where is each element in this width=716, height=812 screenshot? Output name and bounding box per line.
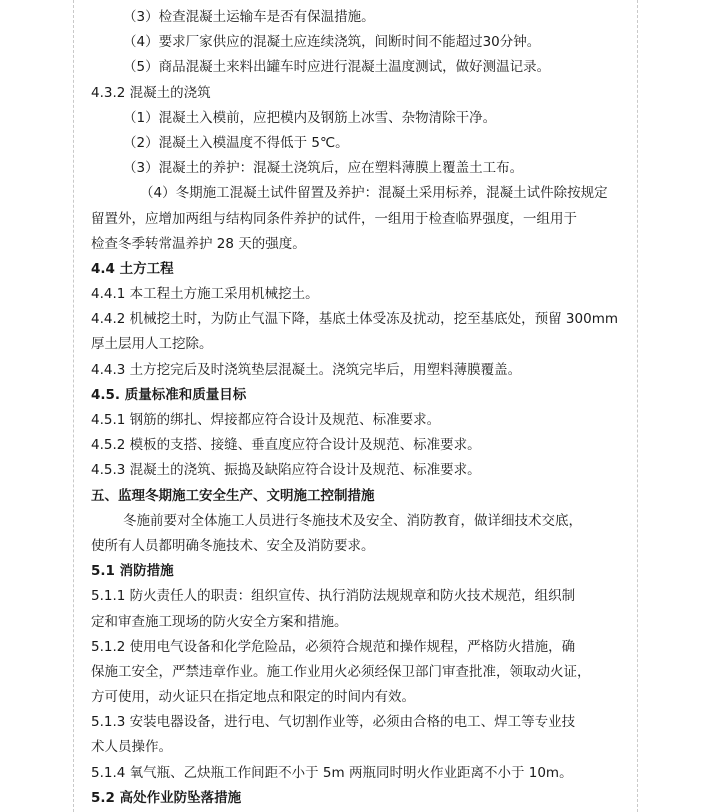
paragraph-line: 保施工安全，严禁违章作业。施工作业用火必须经保卫部门审查批准，领取动火证， bbox=[91, 663, 591, 680]
paragraph-line: 4.5.2 模板的支搭、接缝、垂直度应符合设计及规范、标准要求。 bbox=[91, 437, 481, 454]
paragraph-line: 4.5.3 混凝土的浇筑、振捣及缺陷应符合设计及规范、标准要求。 bbox=[91, 462, 481, 479]
margin-guide-left bbox=[73, 0, 74, 812]
list-item: （1）混凝土入模前，应把模内及钢筋上冰雪、杂物清除干净。 bbox=[123, 109, 497, 126]
list-item: （5）商品混凝土来料出罐车时应进行混凝土温度测试，做好测温记录。 bbox=[123, 59, 551, 76]
section-heading: 4.4 土方工程 bbox=[91, 260, 174, 277]
paragraph-line: 4.4.2 机械挖土时，为防止气温下降，基底土体受冻及扰动，挖至基底处，预留 300mm bbox=[91, 311, 618, 328]
paragraph-line: 使所有人员都明确冬施技术、安全及消防要求。 bbox=[91, 537, 375, 554]
section-heading: 4.5. 质量标准和质量目标 bbox=[91, 386, 247, 403]
section-heading: 5.1 消防措施 bbox=[91, 563, 174, 580]
subsection-heading: 4.3.2 混凝土的浇筑 bbox=[91, 84, 211, 101]
paragraph-line: 留置外，应增加两组与结构同条件养护的试件，一组用于检查临界强度，一组用于 bbox=[91, 210, 577, 227]
chapter-heading: 五、监理冬期施工安全生产、文明施工控制措施 bbox=[91, 487, 375, 504]
list-item: （3）混凝土的养护：混凝土浇筑后，应在塑料薄膜上覆盖土工布。 bbox=[123, 160, 524, 177]
paragraph-line: 5.1.1 防火责任人的职责：组织宣传、执行消防法规规章和防火技术规范，组织制 bbox=[91, 588, 576, 605]
paragraph-line: 厚土层用人工挖除。 bbox=[91, 336, 213, 353]
paragraph-line: 4.4.3 土方挖完后及时浇筑垫层混凝土。浇筑完毕后，用塑料薄膜覆盖。 bbox=[91, 361, 522, 378]
paragraph-line: 检查冬季转常温养护 28 天的强度。 bbox=[91, 235, 306, 252]
list-item: （3）检查混凝土运输车是否有保温措施。 bbox=[123, 9, 375, 25]
list-item: （2）混凝土入模温度不得低于 5℃。 bbox=[123, 134, 349, 151]
section-heading: 5.2 高处作业防坠落措施 bbox=[91, 789, 242, 806]
paragraph-line: 方可使用，动火证只在指定地点和限定的时间内有效。 bbox=[91, 689, 415, 706]
paragraph-line: 冬施前要对全体施工人员进行冬施技术及安全、消防教育，做详细技术交底， bbox=[123, 512, 582, 529]
paragraph-line: 5.1.2 使用电气设备和化学危险品，必须符合规范和操作规程，严格防火措施，确 bbox=[91, 638, 576, 655]
list-item: （4）要求厂家供应的混凝土应连续浇筑，间断时间不能超过30分钟。 bbox=[123, 34, 541, 51]
list-item: （4）冬期施工混凝土试件留置及养护：混凝土采用标养，混凝土试件除按规定 bbox=[140, 185, 608, 202]
paragraph-line: 定和审查施工现场的防火安全方案和措施。 bbox=[91, 613, 348, 630]
paragraph-line: 4.5.1 钢筋的绑扎、焊接都应符合设计及规范、标准要求。 bbox=[91, 412, 441, 428]
paragraph-line: 4.4.1 本工程土方施工采用机械挖土。 bbox=[91, 286, 319, 303]
paragraph-line: 术人员操作。 bbox=[91, 739, 172, 756]
paragraph-line: 5.1.4 氧气瓶、乙炔瓶工作间距不小于 5m 两瓶同时明火作业距离不小于 10m。 bbox=[91, 764, 573, 781]
document-body bbox=[91, 5, 641, 811]
paragraph-line: 5.1.3 安装电器设备，进行电、气切割作业等，必须由合格的电工、焊工等专业技 bbox=[91, 714, 576, 731]
